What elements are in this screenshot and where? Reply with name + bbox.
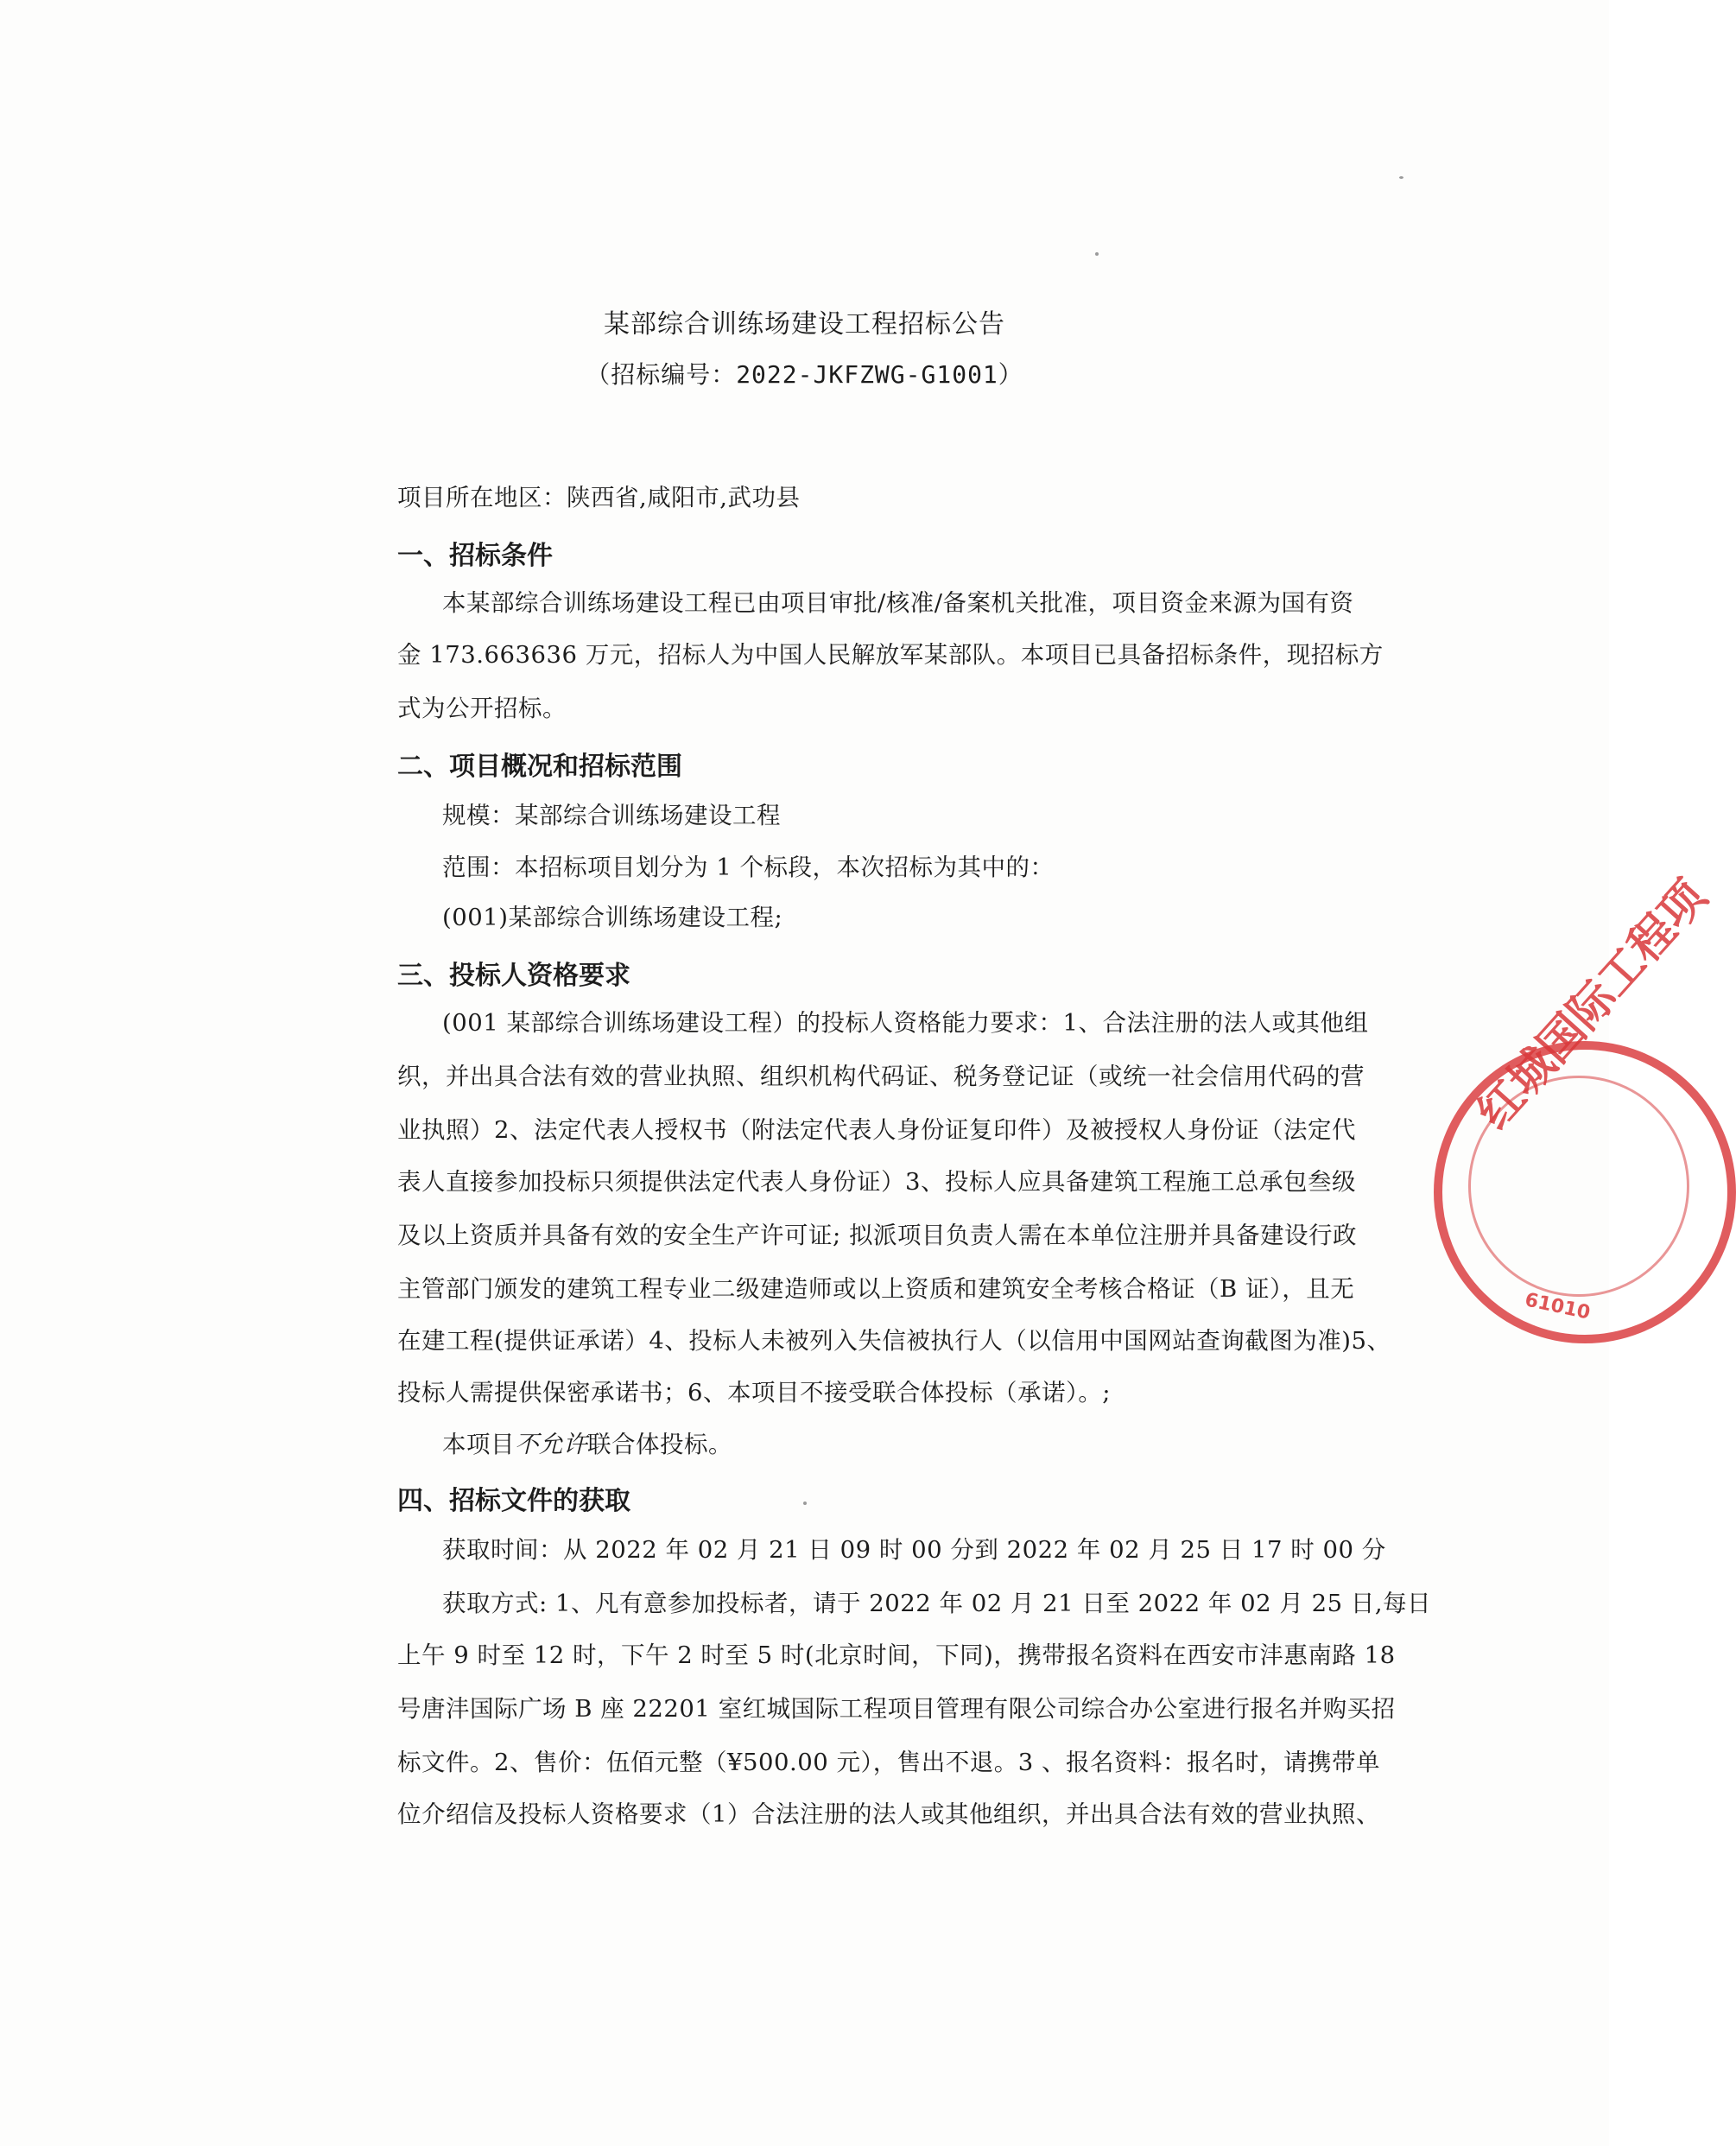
section-3-line-7: 在建工程(提供证承诺）4、投标人未被列入失信被执行人（以信用中国网站查询截图为准)5、 xyxy=(397,1327,1391,1355)
section-3-note-emphasis: 不允许 xyxy=(515,1431,587,1458)
section-3-note xyxy=(442,1427,1375,1462)
section-4-line-3: 号唐沣国际广场 B 座 22201 室红城国际工程项目管理有限公司综合办公室进行报名并购买招 xyxy=(397,1695,1396,1723)
section-3-heading: 三、投标人资格要求 xyxy=(397,961,630,991)
scan-speck xyxy=(803,1502,807,1505)
section-3-line-2: 织，并出具合法有效的营业执照、组织机构代码证、税务登记证（或统一社会信用代码的营 xyxy=(397,1063,1365,1090)
section-4-line-5: 位介绍信及投标人资格要求（1）合法注册的法人或其他组织，并出具合法有效的营业执照、 xyxy=(397,1800,1380,1828)
company-seal-text: 红城国际工程项 xyxy=(1467,871,1717,1140)
section-3-line-8: 投标人需提供保密承诺书；6、本项目不接受联合体投标（承诺）。; xyxy=(397,1379,1112,1406)
scan-speck xyxy=(1095,252,1099,256)
section-2-scope: 范围：本招标项目划分为 1 个标段，本次招标为其中的： xyxy=(442,854,1055,881)
section-4-time: 获取时间：从 2022 年 02 月 21 日 09 时 00 分到 2022 年 02 月 25 日 17 时 00 分 xyxy=(442,1536,1386,1564)
section-3-note-post: 联合体投标。 xyxy=(587,1431,732,1458)
section-3-line-1: (001 某部综合训练场建设工程）的投标人资格能力要求：1、合法注册的法人或其他组 xyxy=(442,1009,1369,1037)
section-4-line-2: 上午 9 时至 12 时，下午 2 时至 5 时(北京时间，下同)，携带报名资料在西安市沣惠南路 18 xyxy=(397,1641,1396,1669)
section-1-line-3: 式为公开招标。 xyxy=(397,695,567,722)
section-2-scale: 规模：某部综合训练场建设工程 xyxy=(442,802,781,829)
section-1-line-2: 金 173.663636 万元，招标人为中国人民解放军某部队。本项目已具备招标条件，现招标方 xyxy=(397,641,1384,669)
section-2-item: (001)某部综合训练场建设工程; xyxy=(442,904,783,931)
section-4-line-4: 标文件。2、售价：伍佰元整（¥500.00 元），售出不退。3 、报名资料：报名时，请携带单 xyxy=(397,1749,1380,1776)
section-3-line-5: 及以上资质并具备有效的安全生产许可证; 拟派项目负责人需在本单位注册并具备建设行政 xyxy=(397,1222,1358,1249)
scan-speck xyxy=(1399,176,1403,179)
section-3-line-3: 业执照）2、法定代表人授权书（附法定代表人身份证复印件）及被授权人身份证（法定代 xyxy=(397,1116,1356,1144)
section-3-line-4: 表人直接参加投标只须提供法定代表人身份证）3、投标人应具备建筑工程施工总承包叁级 xyxy=(397,1168,1356,1196)
section-1-line-1: 本某部综合训练场建设工程已由项目审批/核准/备案机关批准，项目资金来源为国有资 xyxy=(442,589,1354,617)
tender-code: （招标编号：2022-JKFZWG-G1001） xyxy=(586,360,1023,389)
document-title: 某部综合训练场建设工程招标公告 xyxy=(604,309,1005,340)
section-3-line-6: 主管部门颁发的建筑工程专业二级建造师或以上资质和建筑安全考核合格证（B 证），且无 xyxy=(397,1275,1355,1303)
section-4-line-1: 获取方式: 1、凡有意参加投标者，请于 2022 年 02 月 21 日至 2022 年 02 月 25 日,每日 xyxy=(442,1590,1432,1617)
section-2-heading: 二、项目概况和招标范围 xyxy=(397,752,682,782)
section-3-note-pre: 本项目 xyxy=(442,1431,515,1458)
project-location: 项目所在地区：陕西省,咸阳市,武功县 xyxy=(397,484,801,511)
section-4-heading: 四、招标文件的获取 xyxy=(397,1486,630,1516)
section-1-heading: 一、招标条件 xyxy=(397,541,553,571)
company-seal-number: 61010 xyxy=(1523,1289,1593,1324)
